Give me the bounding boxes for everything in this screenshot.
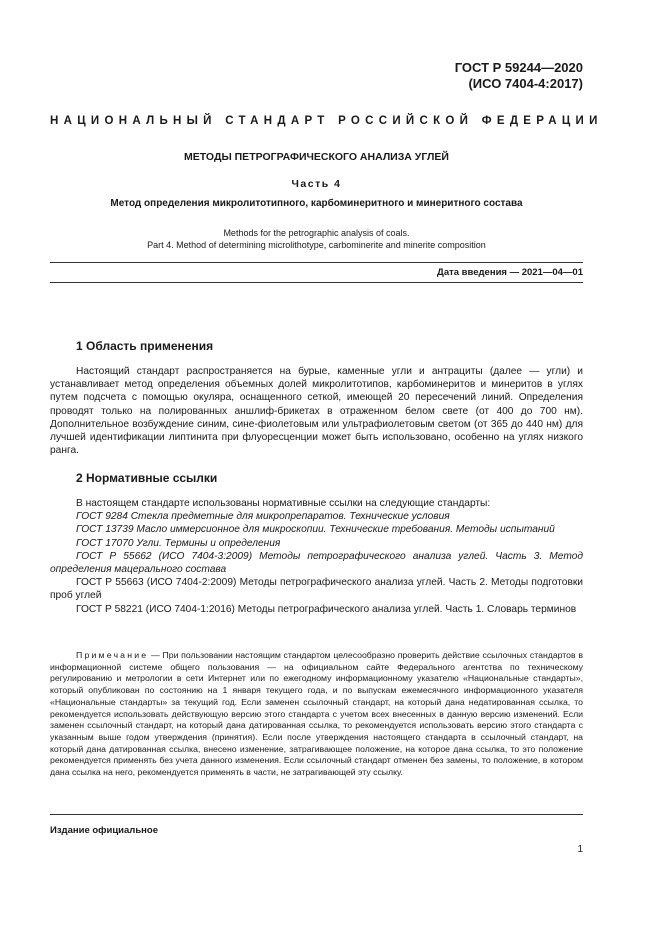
reference-item: ГОСТ 17070 Угли. Термины и определения bbox=[76, 537, 281, 549]
reference-item: ГОСТ 9284 Стекла предметные для микропрепаратов. Технические условия bbox=[76, 511, 450, 523]
reference-item: ГОСТ 13739 Масло иммерсионное для микроскопии. Технические требования. Методы испытаний bbox=[76, 524, 555, 536]
references-note bbox=[50, 650, 583, 779]
section-1-paragraph: Настоящий стандарт распространяется на бурые, каменные угли и антрациты (далее — угли) и устанавливает метод определения объемных долей микролитотипов, карбоминеритов и минеритов в углях путем подсчета с помощью окуляра, оснащенного сеткой, имеющей 20 пересечений линий. Определения проводят только на полированных аншлиф-брикетах в отраженном белом свете (от 400 до 700 нм). Дополнительное возбуждение синим, сине-фиолетовым или ультрафиолетовым светом (от 365 до 440 нм) для лучшей идентификации липтинита при флуоресценции может быть использовано, особенно на углях низкого ранга. bbox=[50, 366, 583, 457]
national-standard-heading: НАЦИОНАЛЬНЫЙ СТАНДАРТ РОССИЙСКОЙ ФЕДЕРАЦИИ bbox=[50, 115, 603, 127]
introduction-date: Дата введения — 2021—04—01 bbox=[437, 267, 583, 278]
reference-item: ГОСТ Р 58221 (ИСО 7404-1:2016) Методы петрографического анализа углей. Часть 1. Словарь терминов bbox=[76, 603, 577, 615]
footer-divider bbox=[50, 814, 583, 815]
divider bbox=[50, 262, 583, 263]
document-title: МЕТОДЫ ПЕТРОГРАФИЧЕСКОГО АНАЛИЗА УГЛЕЙ bbox=[184, 151, 449, 163]
edition-label: Издание официальное bbox=[50, 825, 158, 836]
part-number: Часть 4 bbox=[291, 178, 342, 190]
gost-code-line2: (ИСО 7404-4:2017) bbox=[468, 76, 583, 91]
english-title-line1: Methods for the petrographic analysis of coals. bbox=[223, 228, 410, 238]
part-title: Метод определения микролитотипного, карбоминеритного и минеритного состава bbox=[110, 198, 523, 209]
gost-code bbox=[455, 60, 583, 92]
section-2-heading: 2 Нормативные ссылки bbox=[76, 471, 218, 485]
references-intro: В настоящем стандарте использованы нормативные ссылки на следующие стандарты: bbox=[76, 498, 491, 509]
normative-references bbox=[50, 497, 583, 616]
page-number: 1 bbox=[577, 844, 583, 855]
reference-item: ГОСТ Р 55662 (ИСО 7404-3:2009) Методы петрографического анализа углей. Часть 3. Метод определения мацерального состава bbox=[50, 550, 583, 576]
divider bbox=[50, 282, 583, 283]
english-title-line2: Part 4. Method of determining microlithotype, carbominerite and minerite composition bbox=[147, 240, 486, 250]
note-text: — При пользовании настоящим стандартом целесообразно проверить действие ссылочных стандартов в информационной системе общего пользования — на официальном сайте Федерального агентства по техническому регулированию и метрологии в сети Интернет или по ежегодному информационному указателю «Национальные стандарты», который опубликован по состоянию на 1 января текущего года, и по выпускам ежемесячного информационного указателя «Национальные стандарты» за текущий год. Если заменен ссылочный стандарт, на который дана недатированная ссылка, то рекомендуется использовать действующую версию этого стандарта с учетом всех внесенных в данную версию изменений. Если заменен ссылочный стандарт, на который дана датированная ссылка, то рекомендуется использовать версию этого стандарта с указанным выше годом утверждения (принятия). Если после утверждения настоящего стандарта в ссылочный стандарт, на который дана датированная ссылка, внесено изменение, затрагивающее положение, на которое дана ссылка, то это положение рекомендуется применять без учета данного изменения. Если ссылочный стандарт отменен без замены, то положение, в котором дана ссылка на него, рекомендуется применять в части, не затрагивающей эту ссылку. bbox=[50, 650, 583, 778]
gost-code-line1: ГОСТ Р 59244—2020 bbox=[454, 60, 583, 75]
english-title bbox=[50, 227, 583, 251]
reference-item: ГОСТ Р 55663 (ИСО 7404-2:2009) Методы петрографического анализа углей. Часть 2. Методы подготовки проб углей bbox=[50, 577, 583, 602]
section-1-heading: 1 Область применения bbox=[76, 339, 214, 353]
note-label: Примечание bbox=[76, 650, 149, 660]
